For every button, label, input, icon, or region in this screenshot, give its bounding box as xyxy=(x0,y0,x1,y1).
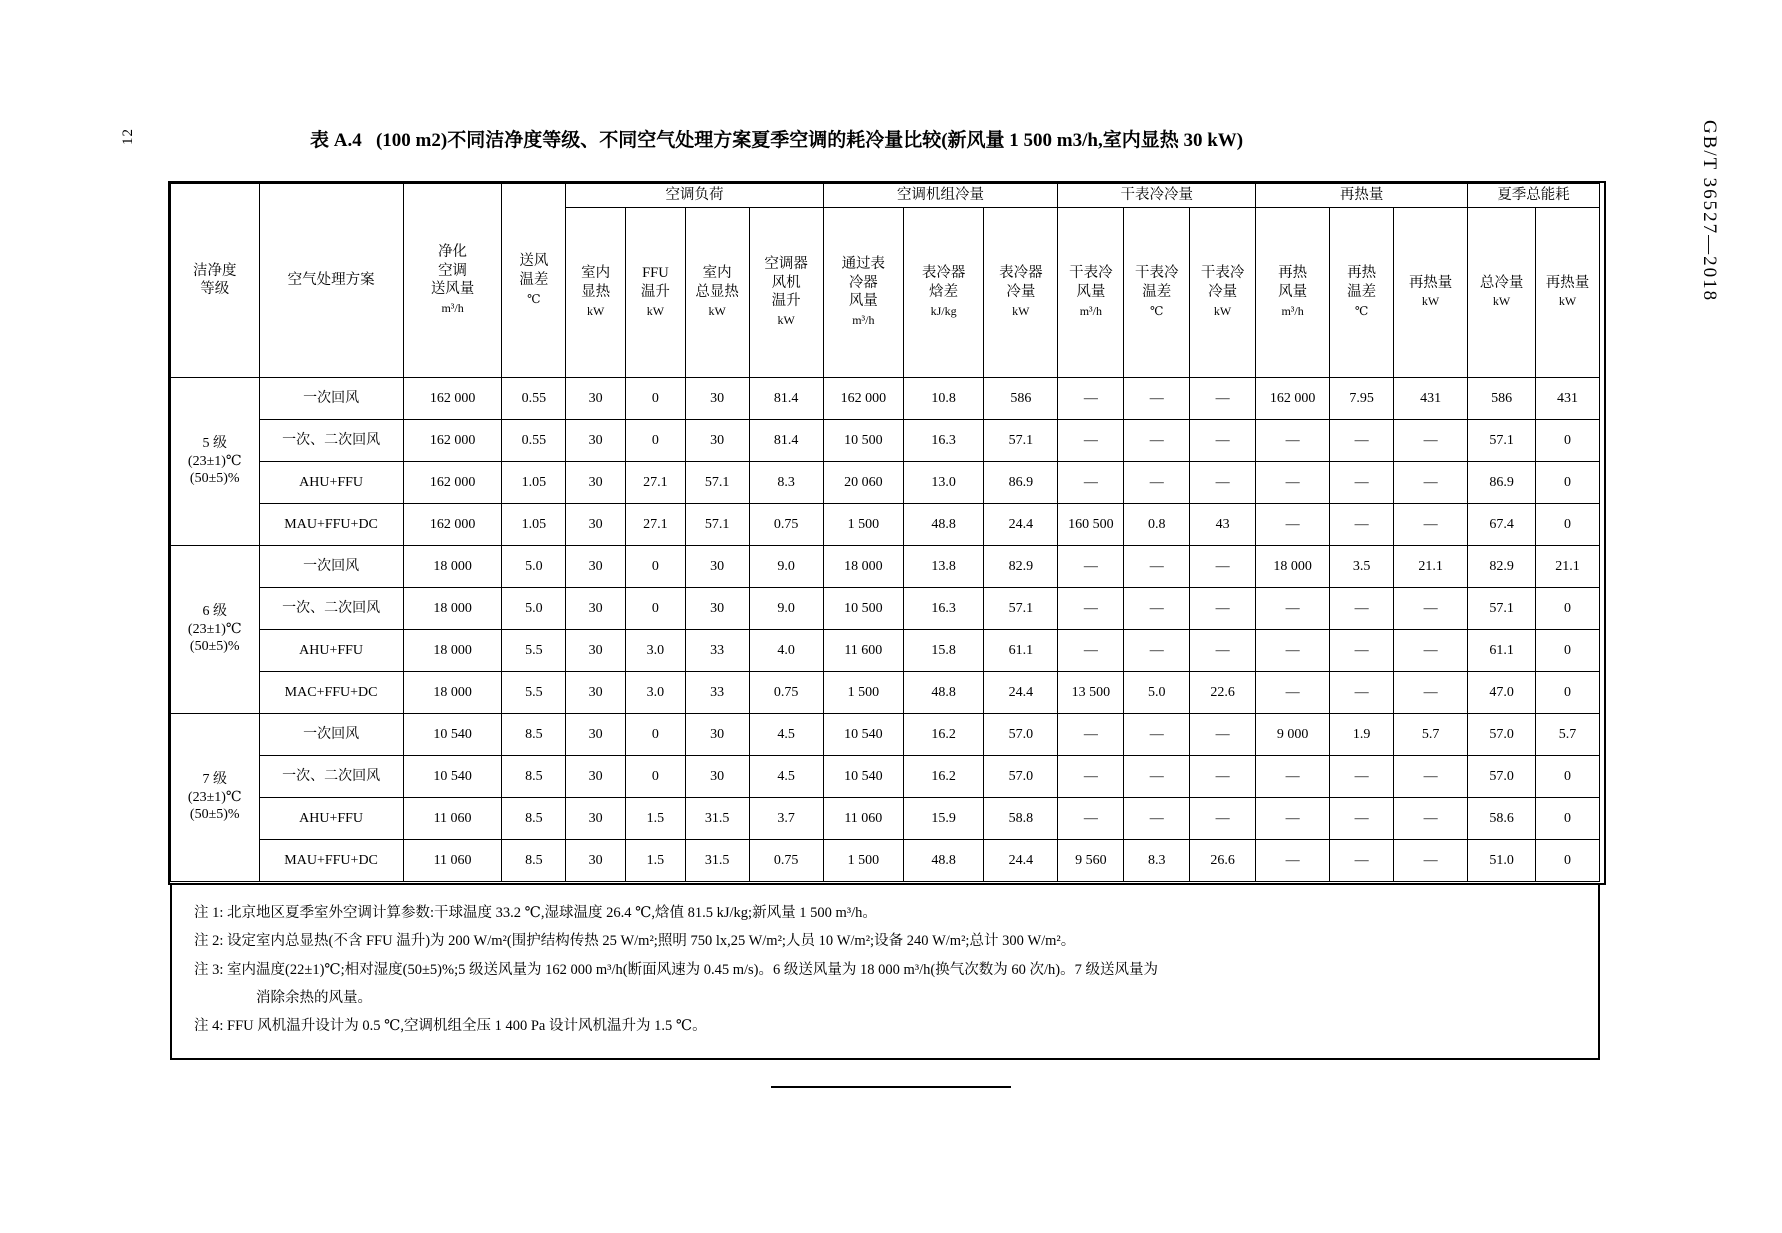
data-cell: 13 500 xyxy=(1058,671,1124,713)
note-1: 注 1: 北京地区夏季室外空调计算参数:干球温度 33.2 ℃,湿球温度 26.4 ℃,焓值 81.5 kJ/kg;新风量 1 500 m³/h。 xyxy=(194,905,877,921)
data-cell: 48.8 xyxy=(903,839,983,881)
data-cell: — xyxy=(1330,461,1394,503)
data-cell: — xyxy=(1190,587,1256,629)
data-cell: 16.3 xyxy=(903,419,983,461)
data-cell: 30 xyxy=(566,797,626,839)
table-row xyxy=(171,587,1600,629)
data-cell: 16.3 xyxy=(903,587,983,629)
data-cell: 24.4 xyxy=(984,839,1058,881)
data-cell: 9 560 xyxy=(1058,839,1124,881)
column-header: 洁净度 等级 xyxy=(171,184,260,378)
data-cell: 18 000 xyxy=(403,629,502,671)
table-title-text: (100 m2)不同洁净度等级、不同空气处理方案夏季空调的耗冷量比较(新风量 1 500 m3/h,室内显热 30 kW) xyxy=(375,130,1244,151)
data-cell: 8.5 xyxy=(502,713,566,755)
data-cell: 33 xyxy=(685,671,749,713)
data-cell: 57.0 xyxy=(984,713,1058,755)
data-cell: 10 540 xyxy=(403,755,502,797)
data-cell: 10 540 xyxy=(403,713,502,755)
data-cell: 0 xyxy=(1536,797,1600,839)
table-notes xyxy=(170,884,1600,1060)
data-cell: — xyxy=(1256,755,1330,797)
data-cell: 0.55 xyxy=(502,419,566,461)
data-cell: — xyxy=(1330,503,1394,545)
data-cell: 61.1 xyxy=(1468,629,1536,671)
data-cell: 10 500 xyxy=(823,419,903,461)
data-cell: 1.5 xyxy=(626,839,686,881)
column-header: 净化 空调 送风量 m³/h xyxy=(403,184,502,378)
column-header: 再热 风量 m³/h xyxy=(1256,207,1330,377)
table-row xyxy=(171,503,1600,545)
note-4: 注 4: FFU 风机温升设计为 0.5 ℃,空调机组全压 1 400 Pa 设计风机温升为 1.5 ℃。 xyxy=(194,1018,707,1035)
data-cell: — xyxy=(1058,713,1124,755)
data-cell: 30 xyxy=(566,587,626,629)
data-cell: 26.6 xyxy=(1190,839,1256,881)
data-cell: 30 xyxy=(685,545,749,587)
data-cell: — xyxy=(1124,713,1190,755)
data-cell: 11 600 xyxy=(823,629,903,671)
data-cell: 58.6 xyxy=(1468,797,1536,839)
scheme-name: MAU+FFU+DC xyxy=(259,839,403,881)
data-cell: 30 xyxy=(566,419,626,461)
data-cell: 18 000 xyxy=(403,545,502,587)
table-row xyxy=(171,461,1600,503)
data-cell: 61.1 xyxy=(984,629,1058,671)
column-header: 表冷器 冷量 kW xyxy=(984,207,1058,377)
table-row xyxy=(171,629,1600,671)
data-cell: 18 000 xyxy=(823,545,903,587)
data-cell: 30 xyxy=(685,587,749,629)
data-cell: 586 xyxy=(984,377,1058,419)
data-cell: 0 xyxy=(1536,419,1600,461)
data-cell: 24.4 xyxy=(984,671,1058,713)
scheme-name: 一次回风 xyxy=(259,545,403,587)
data-cell: 0 xyxy=(1536,671,1600,713)
data-cell: — xyxy=(1394,755,1468,797)
group-header: 再热量 xyxy=(1256,184,1468,208)
data-cell: 30 xyxy=(566,503,626,545)
group-header: 空调机组冷量 xyxy=(823,184,1058,208)
data-cell: — xyxy=(1190,419,1256,461)
data-cell: 58.8 xyxy=(984,797,1058,839)
data-cell: — xyxy=(1256,797,1330,839)
data-cell: 5.5 xyxy=(502,671,566,713)
data-cell: 30 xyxy=(685,377,749,419)
data-cell: 15.9 xyxy=(903,797,983,839)
data-cell: — xyxy=(1256,587,1330,629)
data-cell: 57.1 xyxy=(984,587,1058,629)
data-cell: 431 xyxy=(1394,377,1468,419)
data-cell: 7.95 xyxy=(1330,377,1394,419)
data-cell: 10 500 xyxy=(823,587,903,629)
cleanliness-level: 7 级 (23±1)℃ (50±5)% xyxy=(171,713,260,881)
data-cell: 21.1 xyxy=(1394,545,1468,587)
column-header: 通过表 冷器 风量 m³/h xyxy=(823,207,903,377)
data-cell: 3.5 xyxy=(1330,545,1394,587)
data-cell: 30 xyxy=(566,713,626,755)
data-cell: 162 000 xyxy=(403,503,502,545)
scheme-name: AHU+FFU xyxy=(259,461,403,503)
data-cell: 86.9 xyxy=(984,461,1058,503)
data-cell: 8.5 xyxy=(502,755,566,797)
data-cell: 0 xyxy=(1536,755,1600,797)
data-cell: 30 xyxy=(566,629,626,671)
data-cell: 0.55 xyxy=(502,377,566,419)
data-cell: 8.3 xyxy=(1124,839,1190,881)
data-cell: 4.5 xyxy=(749,713,823,755)
column-header: 室内 总显热 kW xyxy=(685,207,749,377)
group-header: 夏季总能耗 xyxy=(1468,184,1600,208)
table-title xyxy=(310,125,1600,152)
table-row xyxy=(171,419,1600,461)
data-cell: 48.8 xyxy=(903,503,983,545)
data-cell: 8.3 xyxy=(749,461,823,503)
group-header: 干表冷冷量 xyxy=(1058,184,1256,208)
data-cell: — xyxy=(1256,503,1330,545)
table-row xyxy=(171,755,1600,797)
data-cell: 4.5 xyxy=(749,755,823,797)
data-cell: 21.1 xyxy=(1536,545,1600,587)
data-cell: 57.1 xyxy=(685,503,749,545)
column-header: 送风 温差 ℃ xyxy=(502,184,566,378)
data-cell: 3.7 xyxy=(749,797,823,839)
column-header: 再热 温差 ℃ xyxy=(1330,207,1394,377)
data-cell: 1 500 xyxy=(823,839,903,881)
data-cell: 30 xyxy=(685,755,749,797)
data-cell: — xyxy=(1058,377,1124,419)
data-cell: 8.5 xyxy=(502,797,566,839)
data-cell: 13.0 xyxy=(903,461,983,503)
data-cell: 9.0 xyxy=(749,587,823,629)
data-cell: — xyxy=(1124,755,1190,797)
data-cell: — xyxy=(1330,419,1394,461)
data-cell: 81.4 xyxy=(749,419,823,461)
scheme-name: AHU+FFU xyxy=(259,629,403,671)
data-cell: 5.7 xyxy=(1394,713,1468,755)
table-row xyxy=(171,797,1600,839)
data-cell: 3.0 xyxy=(626,671,686,713)
data-cell: 18 000 xyxy=(403,671,502,713)
data-cell: — xyxy=(1394,629,1468,671)
data-cell: 0.75 xyxy=(749,839,823,881)
data-cell: — xyxy=(1058,629,1124,671)
data-cell: 0 xyxy=(626,419,686,461)
data-cell: 5.0 xyxy=(502,587,566,629)
data-cell: — xyxy=(1330,755,1394,797)
data-cell: — xyxy=(1330,587,1394,629)
data-cell: 20 060 xyxy=(823,461,903,503)
table-title-prefix: 表 A.4 xyxy=(310,130,362,151)
data-cell: — xyxy=(1190,377,1256,419)
data-cell: 0 xyxy=(1536,503,1600,545)
data-cell: 30 xyxy=(566,461,626,503)
data-cell: 5.5 xyxy=(502,629,566,671)
data-cell: 0 xyxy=(626,755,686,797)
table-row xyxy=(171,839,1600,881)
column-header: 再热量 kW xyxy=(1394,207,1468,377)
data-cell: 0 xyxy=(626,377,686,419)
column-header: 干表冷 冷量 kW xyxy=(1190,207,1256,377)
data-cell: 0 xyxy=(1536,839,1600,881)
data-cell: — xyxy=(1330,797,1394,839)
data-cell: — xyxy=(1058,797,1124,839)
note-3: 注 3: 室内温度(22±1)℃;相对湿度(50±5)%;5 级送风量为 162 000 m³/h(断面风速为 0.45 m/s)。6 级送风量为 18 000 m³/h(换气次数为 60 次/h)。7 级送风量为 xyxy=(194,961,1158,978)
data-cell: — xyxy=(1330,839,1394,881)
data-cell: 57.0 xyxy=(1468,755,1536,797)
data-cell: 30 xyxy=(566,755,626,797)
scheme-name: 一次、二次回风 xyxy=(259,419,403,461)
data-cell: 5.7 xyxy=(1536,713,1600,755)
data-cell: 11 060 xyxy=(823,797,903,839)
data-cell: — xyxy=(1058,545,1124,587)
data-cell: 0.75 xyxy=(749,671,823,713)
data-cell: 10 540 xyxy=(823,755,903,797)
data-cell: 11 060 xyxy=(403,797,502,839)
table-row xyxy=(171,377,1600,419)
column-header: 干表冷 风量 m³/h xyxy=(1058,207,1124,377)
cleanliness-level: 5 级 (23±1)℃ (50±5)% xyxy=(171,377,260,545)
data-cell: 82.9 xyxy=(984,545,1058,587)
data-cell: 0.8 xyxy=(1124,503,1190,545)
data-cell: — xyxy=(1124,377,1190,419)
data-cell: 30 xyxy=(566,377,626,419)
note-2: 注 2: 设定室内总显热(不含 FFU 温升)为 200 W/m²(围护结构传热 25 W/m²;照明 750 lx,25 W/m²;人员 10 W/m²;设备 240 W/m²;总计 300 W/m²。 xyxy=(194,933,1076,950)
data-cell: 4.0 xyxy=(749,629,823,671)
data-cell: 48.8 xyxy=(903,671,983,713)
page-number: 12 xyxy=(120,128,136,145)
data-cell: 1.05 xyxy=(502,503,566,545)
data-cell: 162 000 xyxy=(823,377,903,419)
data-cell: 3.0 xyxy=(626,629,686,671)
data-cell: 57.0 xyxy=(1468,713,1536,755)
data-cell: 22.6 xyxy=(1190,671,1256,713)
data-cell: 82.9 xyxy=(1468,545,1536,587)
data-cell: — xyxy=(1330,671,1394,713)
data-cell: — xyxy=(1190,755,1256,797)
data-cell: 43 xyxy=(1190,503,1256,545)
scheme-name: MAU+FFU+DC xyxy=(259,503,403,545)
scheme-name: 一次回风 xyxy=(259,713,403,755)
data-cell: 67.4 xyxy=(1468,503,1536,545)
data-cell: 30 xyxy=(685,713,749,755)
scheme-name: 一次、二次回风 xyxy=(259,587,403,629)
data-cell: — xyxy=(1124,587,1190,629)
data-cell: 16.2 xyxy=(903,713,983,755)
data-cell: 57.1 xyxy=(1468,419,1536,461)
data-cell: — xyxy=(1394,797,1468,839)
comparison-table xyxy=(170,183,1600,882)
data-cell: 162 000 xyxy=(403,461,502,503)
data-cell: 30 xyxy=(566,671,626,713)
data-cell: 162 000 xyxy=(403,377,502,419)
column-header: 再热量 kW xyxy=(1536,207,1600,377)
column-header: 总冷量 kW xyxy=(1468,207,1536,377)
data-cell: 47.0 xyxy=(1468,671,1536,713)
data-cell: 57.1 xyxy=(1468,587,1536,629)
data-cell: — xyxy=(1394,419,1468,461)
footer-rule xyxy=(771,1086,1011,1088)
data-cell: 0 xyxy=(1536,461,1600,503)
data-cell: — xyxy=(1190,545,1256,587)
data-cell: — xyxy=(1256,461,1330,503)
data-cell: — xyxy=(1330,629,1394,671)
group-header: 空调负荷 xyxy=(566,184,823,208)
data-cell: 13.8 xyxy=(903,545,983,587)
data-cell: 5.0 xyxy=(1124,671,1190,713)
column-header: 干表冷 温差 ℃ xyxy=(1124,207,1190,377)
column-header: 空气处理方案 xyxy=(259,184,403,378)
table-body xyxy=(171,377,1600,881)
table-row xyxy=(171,545,1600,587)
data-cell: 162 000 xyxy=(1256,377,1330,419)
data-cell: 18 000 xyxy=(1256,545,1330,587)
data-cell: 30 xyxy=(566,839,626,881)
data-cell: — xyxy=(1256,629,1330,671)
data-cell: 24.4 xyxy=(984,503,1058,545)
data-cell: 57.0 xyxy=(984,755,1058,797)
data-cell: 5.0 xyxy=(502,545,566,587)
cleanliness-level: 6 级 (23±1)℃ (50±5)% xyxy=(171,545,260,713)
table-row xyxy=(171,713,1600,755)
column-header: 空调器 风机 温升 kW xyxy=(749,207,823,377)
data-cell: 10 540 xyxy=(823,713,903,755)
data-cell: — xyxy=(1058,587,1124,629)
data-cell: 30 xyxy=(566,545,626,587)
data-cell: 16.2 xyxy=(903,755,983,797)
column-header: FFU 温升 kW xyxy=(626,207,686,377)
data-cell: 9 000 xyxy=(1256,713,1330,755)
note-3-cont: 消除余热的风量。 xyxy=(256,989,372,1006)
data-cell: — xyxy=(1124,419,1190,461)
data-cell: 86.9 xyxy=(1468,461,1536,503)
data-cell: — xyxy=(1394,839,1468,881)
data-cell: 586 xyxy=(1468,377,1536,419)
data-cell: — xyxy=(1190,713,1256,755)
scheme-name: AHU+FFU xyxy=(259,797,403,839)
data-cell: — xyxy=(1058,461,1124,503)
data-cell: 18 000 xyxy=(403,587,502,629)
data-cell: — xyxy=(1394,587,1468,629)
data-cell: 81.4 xyxy=(749,377,823,419)
data-cell: 33 xyxy=(685,629,749,671)
data-cell: 0.75 xyxy=(749,503,823,545)
data-cell: 0 xyxy=(1536,587,1600,629)
data-cell: 51.0 xyxy=(1468,839,1536,881)
column-header: 表冷器 焓差 kJ/kg xyxy=(903,207,983,377)
data-cell: 0 xyxy=(1536,629,1600,671)
data-cell: — xyxy=(1124,545,1190,587)
data-cell: 1.9 xyxy=(1330,713,1394,755)
data-cell: — xyxy=(1394,671,1468,713)
data-cell: — xyxy=(1124,461,1190,503)
column-header: 室内 显热 kW xyxy=(566,207,626,377)
data-cell: — xyxy=(1058,419,1124,461)
scheme-name: MAC+FFU+DC xyxy=(259,671,403,713)
data-cell: 1 500 xyxy=(823,671,903,713)
data-cell: 27.1 xyxy=(626,503,686,545)
data-cell: 1 500 xyxy=(823,503,903,545)
data-cell: — xyxy=(1256,671,1330,713)
data-cell: 1.5 xyxy=(626,797,686,839)
data-cell: — xyxy=(1256,839,1330,881)
data-cell: 31.5 xyxy=(685,839,749,881)
data-cell: — xyxy=(1124,629,1190,671)
data-cell: — xyxy=(1394,461,1468,503)
data-cell: 57.1 xyxy=(685,461,749,503)
data-cell: 30 xyxy=(685,419,749,461)
data-cell: 431 xyxy=(1536,377,1600,419)
data-cell: 10.8 xyxy=(903,377,983,419)
standard-code: GB/T 36527—2018 xyxy=(1699,120,1720,303)
data-cell: — xyxy=(1394,503,1468,545)
data-cell: 1.05 xyxy=(502,461,566,503)
data-cell: — xyxy=(1190,629,1256,671)
data-cell: — xyxy=(1124,797,1190,839)
scheme-name: 一次回风 xyxy=(259,377,403,419)
data-cell: 9.0 xyxy=(749,545,823,587)
data-cell: 27.1 xyxy=(626,461,686,503)
data-cell: 8.5 xyxy=(502,839,566,881)
data-cell: 0 xyxy=(626,545,686,587)
data-cell: 162 000 xyxy=(403,419,502,461)
data-cell: 57.1 xyxy=(984,419,1058,461)
data-cell: 160 500 xyxy=(1058,503,1124,545)
data-cell: — xyxy=(1058,755,1124,797)
data-cell: — xyxy=(1190,461,1256,503)
data-cell: 15.8 xyxy=(903,629,983,671)
data-cell: — xyxy=(1256,419,1330,461)
data-cell: 31.5 xyxy=(685,797,749,839)
data-cell: 0 xyxy=(626,713,686,755)
table-row xyxy=(171,671,1600,713)
data-cell: 0 xyxy=(626,587,686,629)
data-cell: — xyxy=(1190,797,1256,839)
scheme-name: 一次、二次回风 xyxy=(259,755,403,797)
data-cell: 11 060 xyxy=(403,839,502,881)
table-head xyxy=(171,184,1600,378)
